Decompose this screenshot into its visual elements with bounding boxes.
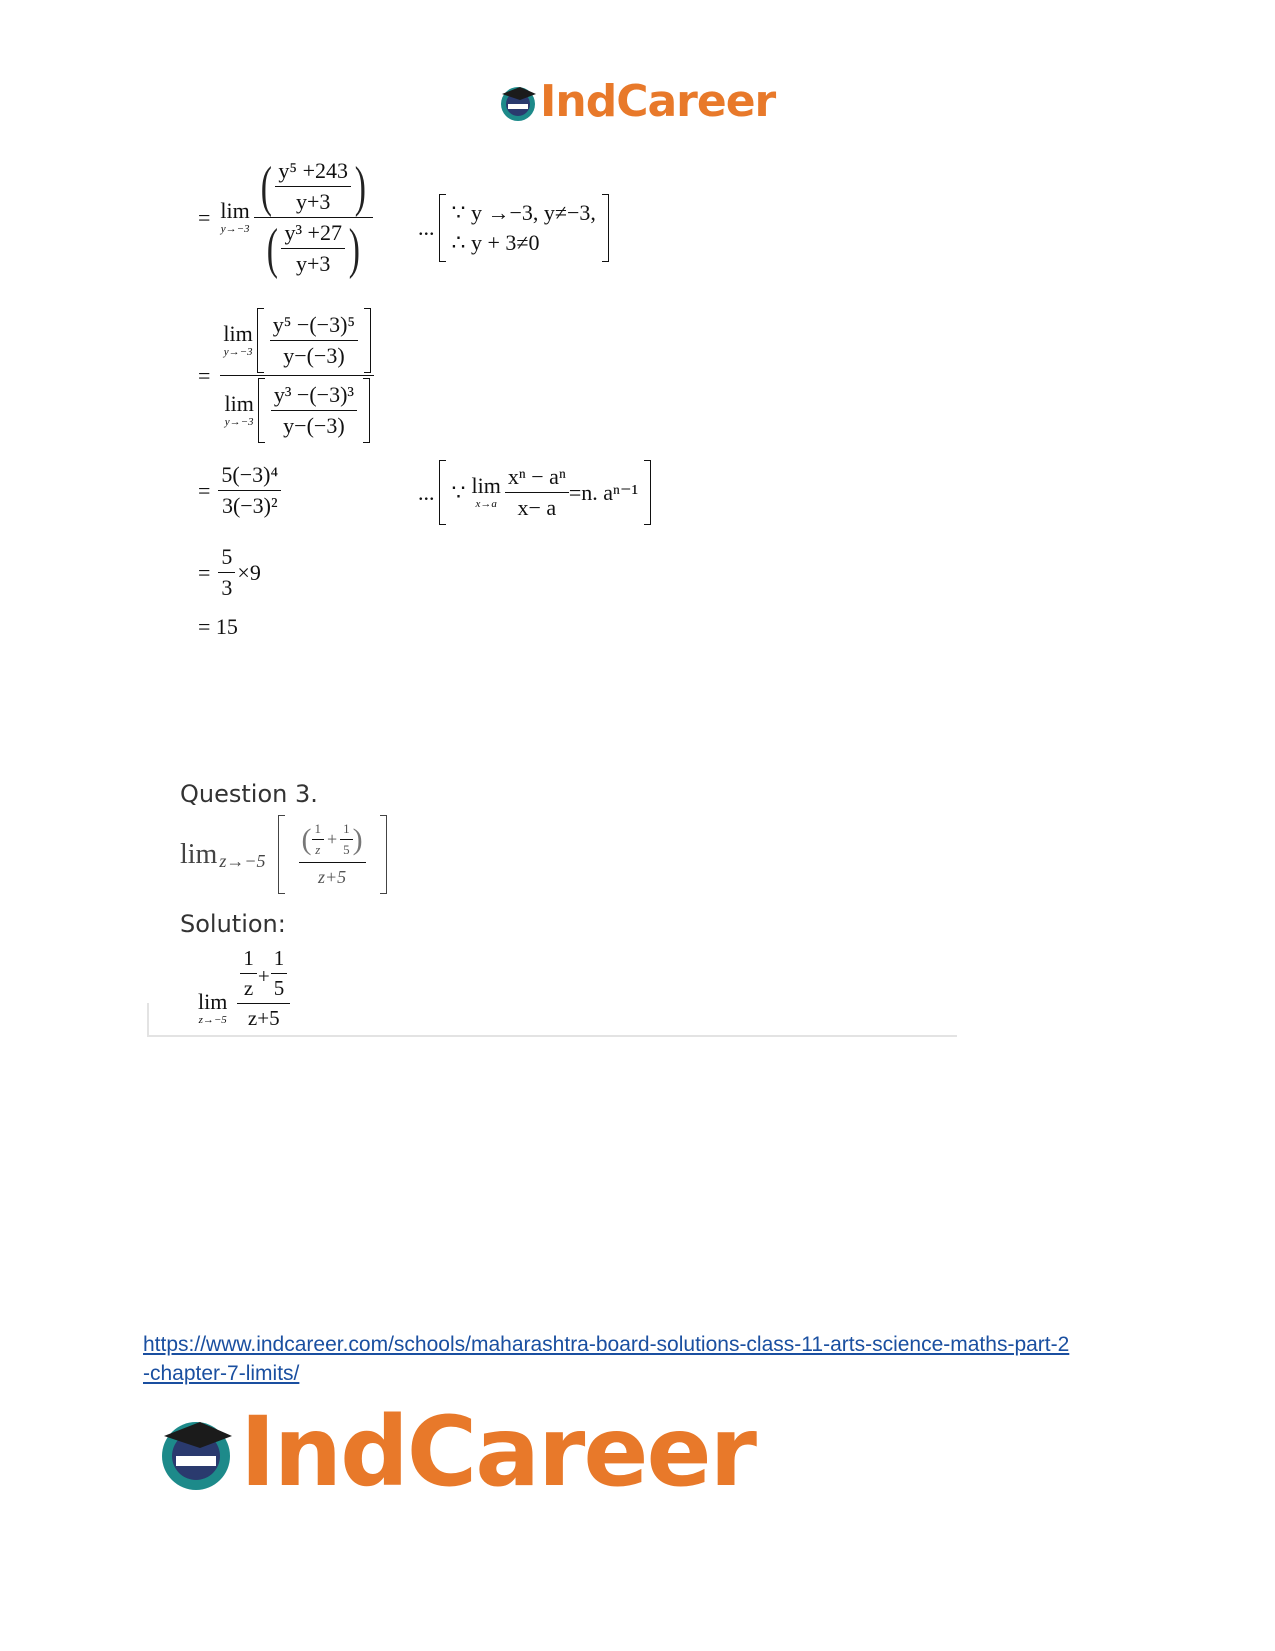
solution-title: Solution: <box>180 910 286 938</box>
working-step-5: = 15 <box>198 614 238 639</box>
section-divider-edge <box>147 1003 149 1036</box>
logo-wordmark: IndCareer <box>240 1396 755 1508</box>
footer-logo <box>156 1396 755 1508</box>
header-logo <box>498 76 775 127</box>
working-step-3: = $\frac{\text{5(−3)⁴}}{\text{3(−3)²}}$ <box>198 462 281 519</box>
graduation-globe-icon <box>156 1412 236 1492</box>
working-step-4: = $\frac{5}{3}$ ×9 <box>198 544 261 600</box>
source-url-link[interactable]: https://www.indcareer.com/schools/maharashtra-board-solutions-class-11-arts-science-maths-part-2-chapter-7-limits/ <box>143 1333 1070 1385</box>
step-3-note: ... ∵ lim x→a $\frac{\text{xⁿ − aⁿ}}{x- a}$ =n. aⁿ⁻¹ <box>418 460 651 525</box>
question-expression: lim z→−5 ( $\frac{1}{z}$ + $\frac{1}{5}$ ) z+5 <box>180 815 387 894</box>
compound-fraction: ( $\frac{\text{y⁵ +243}}{y+3}$ ) ( $\frac{\text{y³ +27}}{y+3}$ ) <box>254 158 373 277</box>
step-1-note: ... ∵ y →−3, y≠−3, ∴ y + 3≠0 <box>418 194 609 262</box>
question-title: Question 3. <box>180 780 318 808</box>
limit-operator: lim y→−3 <box>220 198 250 235</box>
equals-sign: = <box>198 204 211 230</box>
working-step-1 <box>198 155 373 280</box>
graduation-globe-icon <box>498 82 538 122</box>
section-divider <box>147 1035 957 1037</box>
working-step-2: = lim y→−3 $\frac{\text{y⁵ −(−3)⁵}}{y-(-3)}$ lim y→−3 $\frac{\text{y³ −(−3)³}}{y-(-3)}$ <box>198 308 374 443</box>
logo-wordmark: IndCareer <box>540 76 776 127</box>
solution-expression: lim z→−5 $\frac{1}{z}$ + $\frac{1}{5}$ z+5 <box>198 946 290 1031</box>
